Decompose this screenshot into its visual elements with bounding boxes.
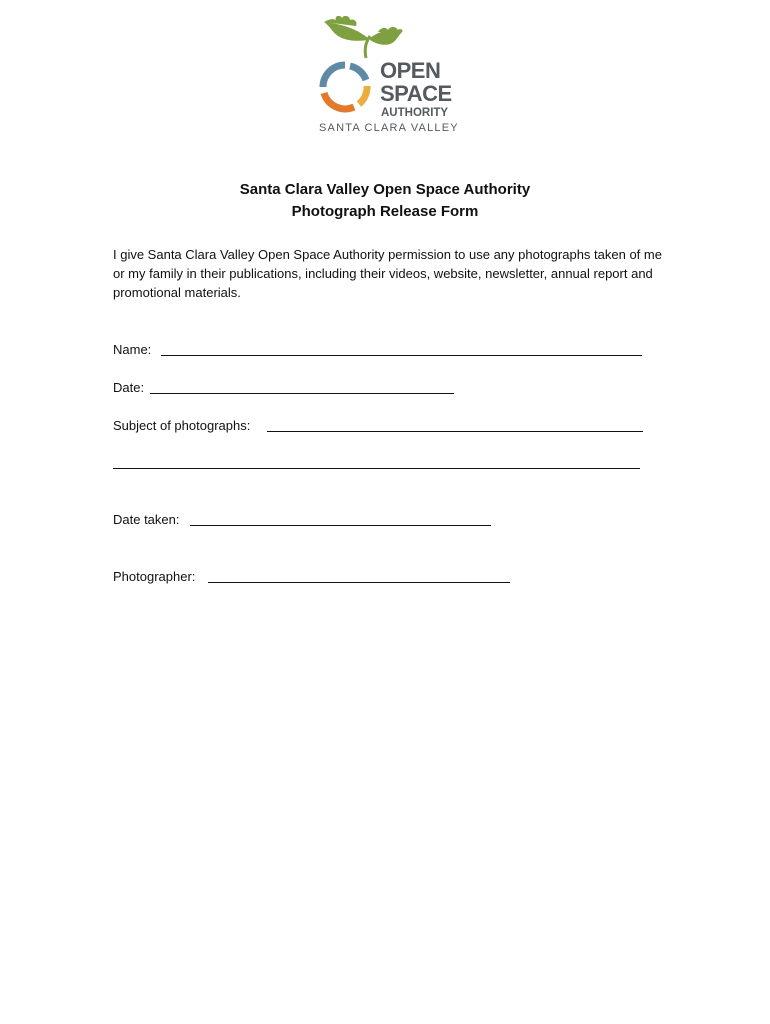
subject-field-continuation[interactable] bbox=[113, 468, 640, 469]
logo-word-authority: AUTHORITY bbox=[381, 107, 449, 119]
date-taken-field[interactable] bbox=[190, 525, 491, 526]
document-subtitle: Photograph Release Form bbox=[291, 203, 479, 220]
ring-orange-segment bbox=[324, 93, 354, 109]
left-leaf-shape bbox=[324, 22, 368, 41]
subject-label: Subject of photographs: bbox=[113, 418, 251, 433]
name-label: Name: bbox=[113, 342, 152, 357]
organization-logo bbox=[314, 14, 460, 138]
right-leaf-shape bbox=[370, 30, 402, 44]
logo-word-open: OPEN bbox=[380, 58, 441, 83]
date-label: Date: bbox=[113, 380, 145, 395]
photographer-field[interactable] bbox=[208, 582, 510, 583]
date-field[interactable] bbox=[150, 393, 454, 394]
name-field[interactable] bbox=[161, 355, 642, 356]
photographer-label: Photographer: bbox=[113, 569, 196, 584]
document-title: Santa Clara Valley Open Space Authority bbox=[239, 181, 531, 198]
ring-blue-segment bbox=[323, 65, 345, 87]
logo-region-name: SANTA CLARA VALLEY bbox=[319, 122, 459, 134]
permission-statement: I give Santa Clara Valley Open Space Authority permission to use any photographs taken of me or my family in their publications, including their videos, website, newsletter, annual report and promotional materials. bbox=[113, 247, 662, 300]
ring-blue-segment-upper bbox=[350, 66, 366, 80]
date-taken-label: Date taken: bbox=[113, 512, 180, 527]
logo-word-space: SPACE bbox=[380, 81, 452, 106]
ring-gold-segment bbox=[359, 86, 367, 104]
subject-field[interactable] bbox=[267, 431, 643, 432]
right-leaf-lobes bbox=[378, 27, 403, 32]
